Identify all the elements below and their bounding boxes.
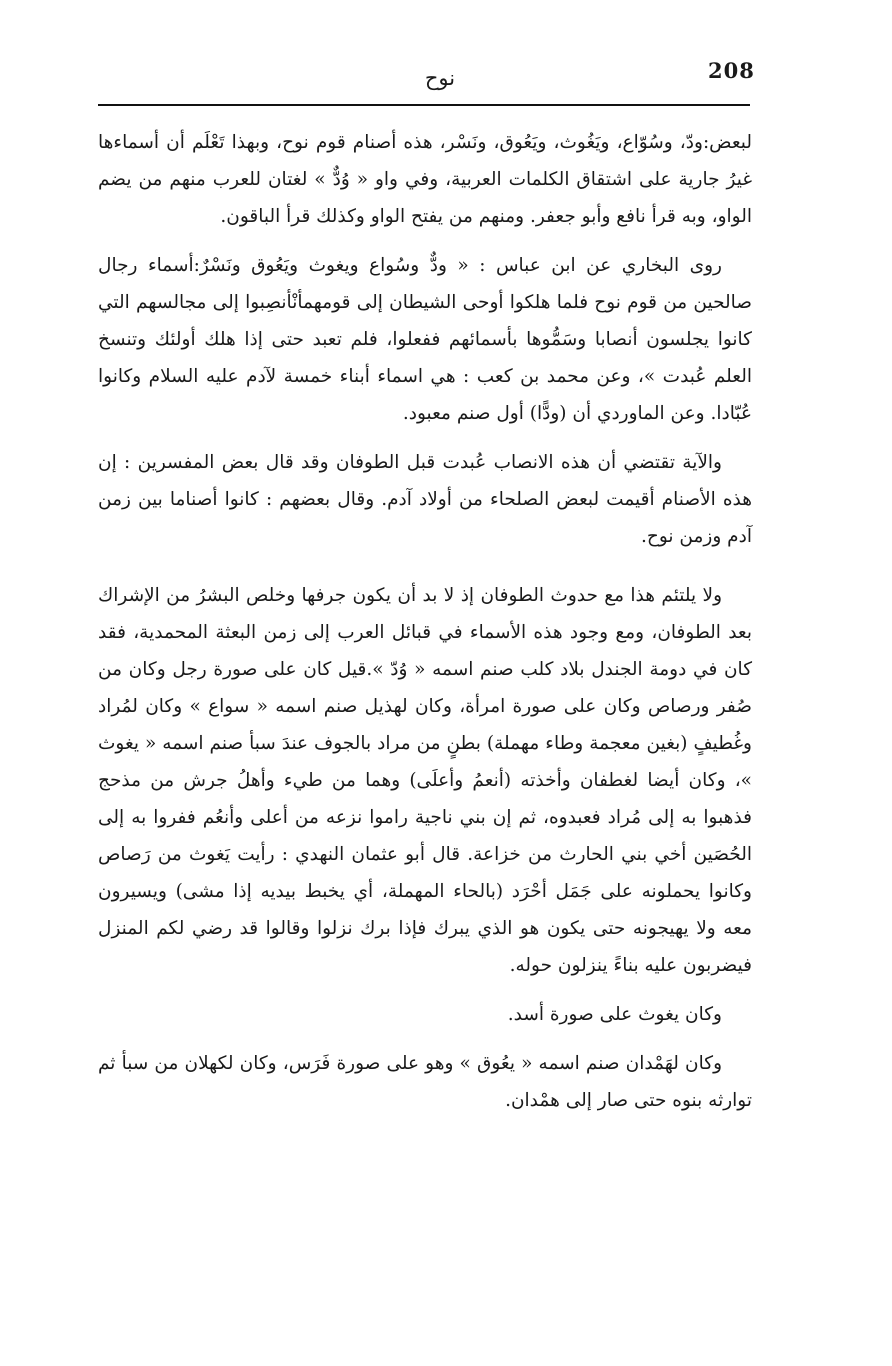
paragraph-4: ولا يلتئم هذا مع حدوث الطوفان إذ لا بد أن يكون جرفها وخلص البشرُ من الإشراك بعد الطوفان، ومع وجود هذه الأسماء في قبائل العرب إلى زمن البعثة المحمدية، فقد كان في دومة الجندل بلاد كلب صنم اسمه « وُدّ ».قيل كان على صورة رجل وكان من صُفر ورصاص وكان على صورة امرأة، وكان لهذيل صنم اسمه « سواع » وكان لمُراد وغُطيفٍ (بغين معجمة وطاء مهملة) بطنٍ من مراد بالجوف عندَ سبأ صنم اسمه « يغوث »، وكان أيضا لغطفان وأخذته (أنعمُ وأعلَى) وهما من طيء وأهلُ جرش من مذحج فذهبوا به إلى مُراد فعبدوه، ثم إن بني ناجية راموا نزعه من أعلى وأنعُم ففروا به إلى الحُصَين أخي بني الحارث من خزاعة. قال أبو عثمان النهدي : رأيت يَغوث من رَصاص وكانوا يحملونه على جَمَل أحْرَد (بالحاء المهملة، أي يخبط بيديه إذا مشى) ويسيرون معه ولا يهيجونه حتى يكون هو الذي يبرك فإذا برك نزلوا وقالوا قد رضي لكم المنزل فيضربون عليه بناءً ينزلون حوله. <box>98 585 752 976</box>
paragraph-6: وكان لهَمْدان صنم اسمه « يعُوق » وهو على صورة فَرَس، وكان لكهلان من سبأ ثم توارثه بنوه حتى صار إلى همْدان. <box>98 1053 752 1111</box>
paragraph-1: لبعض:ودّ، وسُوّاع، ويَغُوث، ويَعُوق، ونَسْر، هذه أصنام قوم نوح، وبهذا تَعْلَم أن أسماءها غيرُ جارية على اشتقاق الكلمات العربية، وفي واو « وُدٌّ » لغتان للعرب منهم من يضم الواو، وبه قرأ نافع وأبو جعفر. ومنهم من يفتح الواو وكذلك قرأ الباقون. <box>98 132 752 227</box>
header-divider <box>98 104 750 106</box>
running-title: نوح <box>424 66 456 90</box>
paragraph-2: روى البخاري عن ابن عباس : « ودٌّ وسُواع ويغوث ويَعُوق ونَسْرٌ:أسماء رجال صالحين من قوم نوح فلما هلكوا أوحى الشيطان إلى قومهمأنْأنصِبوا إلى مجالسهم التي كانوا يجلسون أنصابا وسَمُّوها بأسمائهم ففعلوا، فلم تعبد حتى إذا هلك أولئك وتنسخ العلم عُبدت »، وعن محمد بن كعب : هي اسماء أبناء خمسة لآدم عليه السلام وكانوا عُبّادا. وعن الماوردي أن (ودًّا) أول صنم معبود. <box>98 255 752 424</box>
page-number: 208 <box>708 58 755 83</box>
page-body <box>98 124 752 1131</box>
paragraph-5: وكان يغوث على صورة أسد. <box>507 1004 722 1025</box>
paragraph-3: والآية تقتضي أن هذه الانصاب عُبدت قبل الطوفان وقد قال بعض المفسرين : إن هذه الأصنام أقيمت لبعض الصلحاء من أولاد آدم. وقال بعضهم : كانوا أصناما بين زمن آدم وزمن نوح. <box>98 452 752 547</box>
